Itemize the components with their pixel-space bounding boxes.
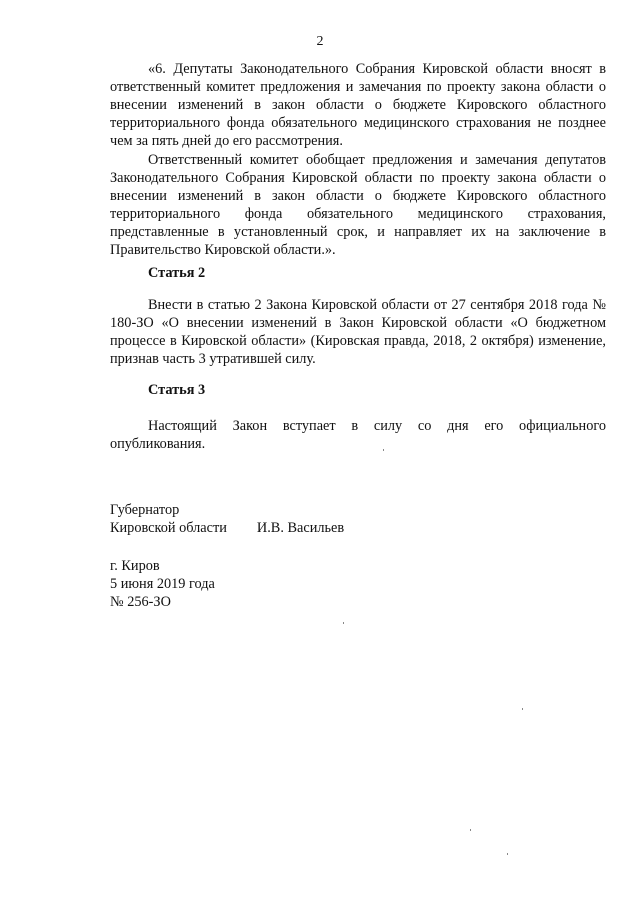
scan-speck bbox=[470, 829, 471, 831]
scan-speck bbox=[343, 622, 344, 624]
paragraph-text: «6. Депутаты Законодательного Собрания Кировской области вносят в ответственный комитет предложения и замечания по проекту закона области о внесении изменений в закон области о бюджете Кировского областного территориального фонда обязательного медицинского страхования не позднее чем за пять дней до его рассмотрения. bbox=[110, 61, 606, 150]
article-3-body bbox=[110, 417, 606, 453]
city: г. Киров bbox=[110, 558, 160, 574]
page-number: 2 bbox=[316, 34, 324, 49]
scan-speck bbox=[507, 853, 508, 855]
law-date: 5 июня 2019 года bbox=[110, 576, 215, 593]
paragraph-text: Ответственный комитет обобщает предложения и замечания депутатов Законодательного Собрания Кировской области по проекту закона области о внесении изменений в закон области о бюджете Кировского областного территориального фонда обязательного медицинского страхования, представленные в установленный срок, и направляет их на заключение в Правительство Кировской области.». bbox=[110, 152, 606, 259]
paragraph-text: Настоящий Закон вступает в силу со дня его официального опубликования. bbox=[110, 418, 606, 453]
law-number: № 256-ЗО bbox=[110, 594, 171, 611]
signatory-title-line-2: Кировской области bbox=[110, 520, 227, 537]
article-2-body bbox=[110, 296, 606, 368]
signatory-title-line-1: Губернатор bbox=[110, 502, 180, 518]
paragraph-amendment-6 bbox=[110, 60, 606, 150]
place-date-block bbox=[110, 557, 215, 611]
article-3-heading: Статья 3 bbox=[148, 382, 206, 398]
signature-block bbox=[110, 501, 344, 537]
scan-speck bbox=[383, 449, 384, 451]
paragraph-committee bbox=[110, 151, 606, 260]
article-2-heading: Статья 2 bbox=[148, 265, 206, 281]
scan-speck bbox=[522, 708, 523, 710]
paragraph-text: Внести в статью 2 Закона Кировской области от 27 сентября 2018 года № 180-ЗО «О внесении изменений в Закон Кировской области «О бюджетном процессе в Кировской области» (Кировская правда, 2018, 2 октября) изменение, признав часть 3 утратившей силу. bbox=[110, 297, 606, 368]
signatory-name: И.В. Васильев bbox=[256, 520, 345, 537]
